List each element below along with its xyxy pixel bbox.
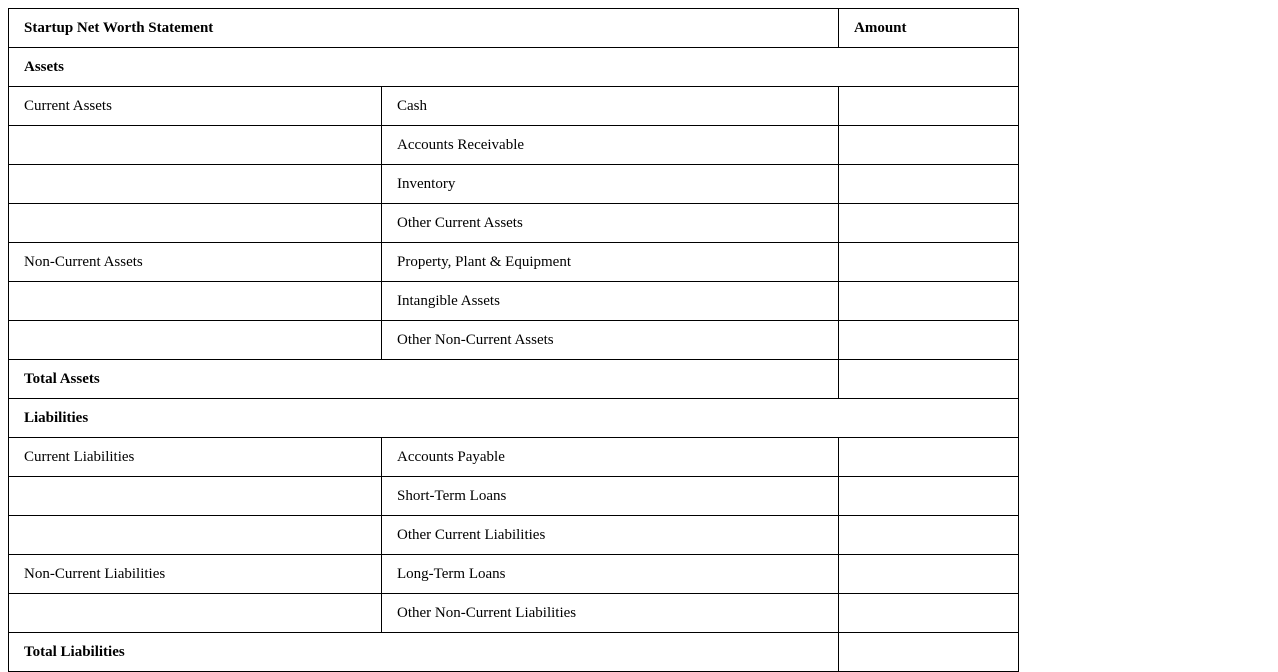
amount-cell (839, 555, 1019, 594)
amount-cell (839, 477, 1019, 516)
total-row-liabilities (9, 633, 1019, 672)
table-row (9, 555, 1019, 594)
total-assets-label: Total Assets (9, 360, 839, 399)
amount-cell (839, 87, 1019, 126)
table-row (9, 477, 1019, 516)
net-worth-statement (8, 8, 1019, 672)
category-cell: Non-Current Assets (9, 243, 382, 282)
category-cell (9, 204, 382, 243)
total-assets-amount (839, 360, 1019, 399)
amount-cell (839, 243, 1019, 282)
category-cell: Non-Current Liabilities (9, 555, 382, 594)
table-row (9, 243, 1019, 282)
table-row (9, 87, 1019, 126)
table-header-row (9, 9, 1019, 48)
item-cell: Other Non-Current Assets (382, 321, 839, 360)
statement-title: Startup Net Worth Statement (9, 9, 839, 48)
section-row-assets (9, 48, 1019, 87)
item-cell: Cash (382, 87, 839, 126)
table-row (9, 594, 1019, 633)
total-row-assets (9, 360, 1019, 399)
item-cell: Other Non-Current Liabilities (382, 594, 839, 633)
total-liabilities-amount (839, 633, 1019, 672)
section-row-liabilities (9, 399, 1019, 438)
amount-cell (839, 321, 1019, 360)
item-cell: Other Current Liabilities (382, 516, 839, 555)
category-cell (9, 477, 382, 516)
item-cell: Accounts Receivable (382, 126, 839, 165)
category-cell (9, 594, 382, 633)
category-cell: Current Liabilities (9, 438, 382, 477)
category-cell: Current Assets (9, 87, 382, 126)
amount-cell (839, 204, 1019, 243)
section-label-assets: Assets (9, 48, 1019, 87)
item-cell: Property, Plant & Equipment (382, 243, 839, 282)
amount-cell (839, 282, 1019, 321)
amount-cell (839, 438, 1019, 477)
item-cell: Other Current Assets (382, 204, 839, 243)
table-row (9, 204, 1019, 243)
table-row (9, 282, 1019, 321)
net-worth-table (8, 8, 1019, 672)
table-row (9, 438, 1019, 477)
amount-cell (839, 516, 1019, 555)
table-row (9, 126, 1019, 165)
item-cell: Short-Term Loans (382, 477, 839, 516)
total-liabilities-label: Total Liabilities (9, 633, 839, 672)
item-cell: Accounts Payable (382, 438, 839, 477)
table-row (9, 165, 1019, 204)
amount-cell (839, 165, 1019, 204)
category-cell (9, 282, 382, 321)
item-cell: Intangible Assets (382, 282, 839, 321)
category-cell (9, 516, 382, 555)
category-cell (9, 321, 382, 360)
category-cell (9, 126, 382, 165)
amount-column-header: Amount (839, 9, 1019, 48)
item-cell: Inventory (382, 165, 839, 204)
category-cell (9, 165, 382, 204)
amount-cell (839, 126, 1019, 165)
item-cell: Long-Term Loans (382, 555, 839, 594)
amount-cell (839, 594, 1019, 633)
section-label-liabilities: Liabilities (9, 399, 1019, 438)
table-row (9, 516, 1019, 555)
table-row (9, 321, 1019, 360)
